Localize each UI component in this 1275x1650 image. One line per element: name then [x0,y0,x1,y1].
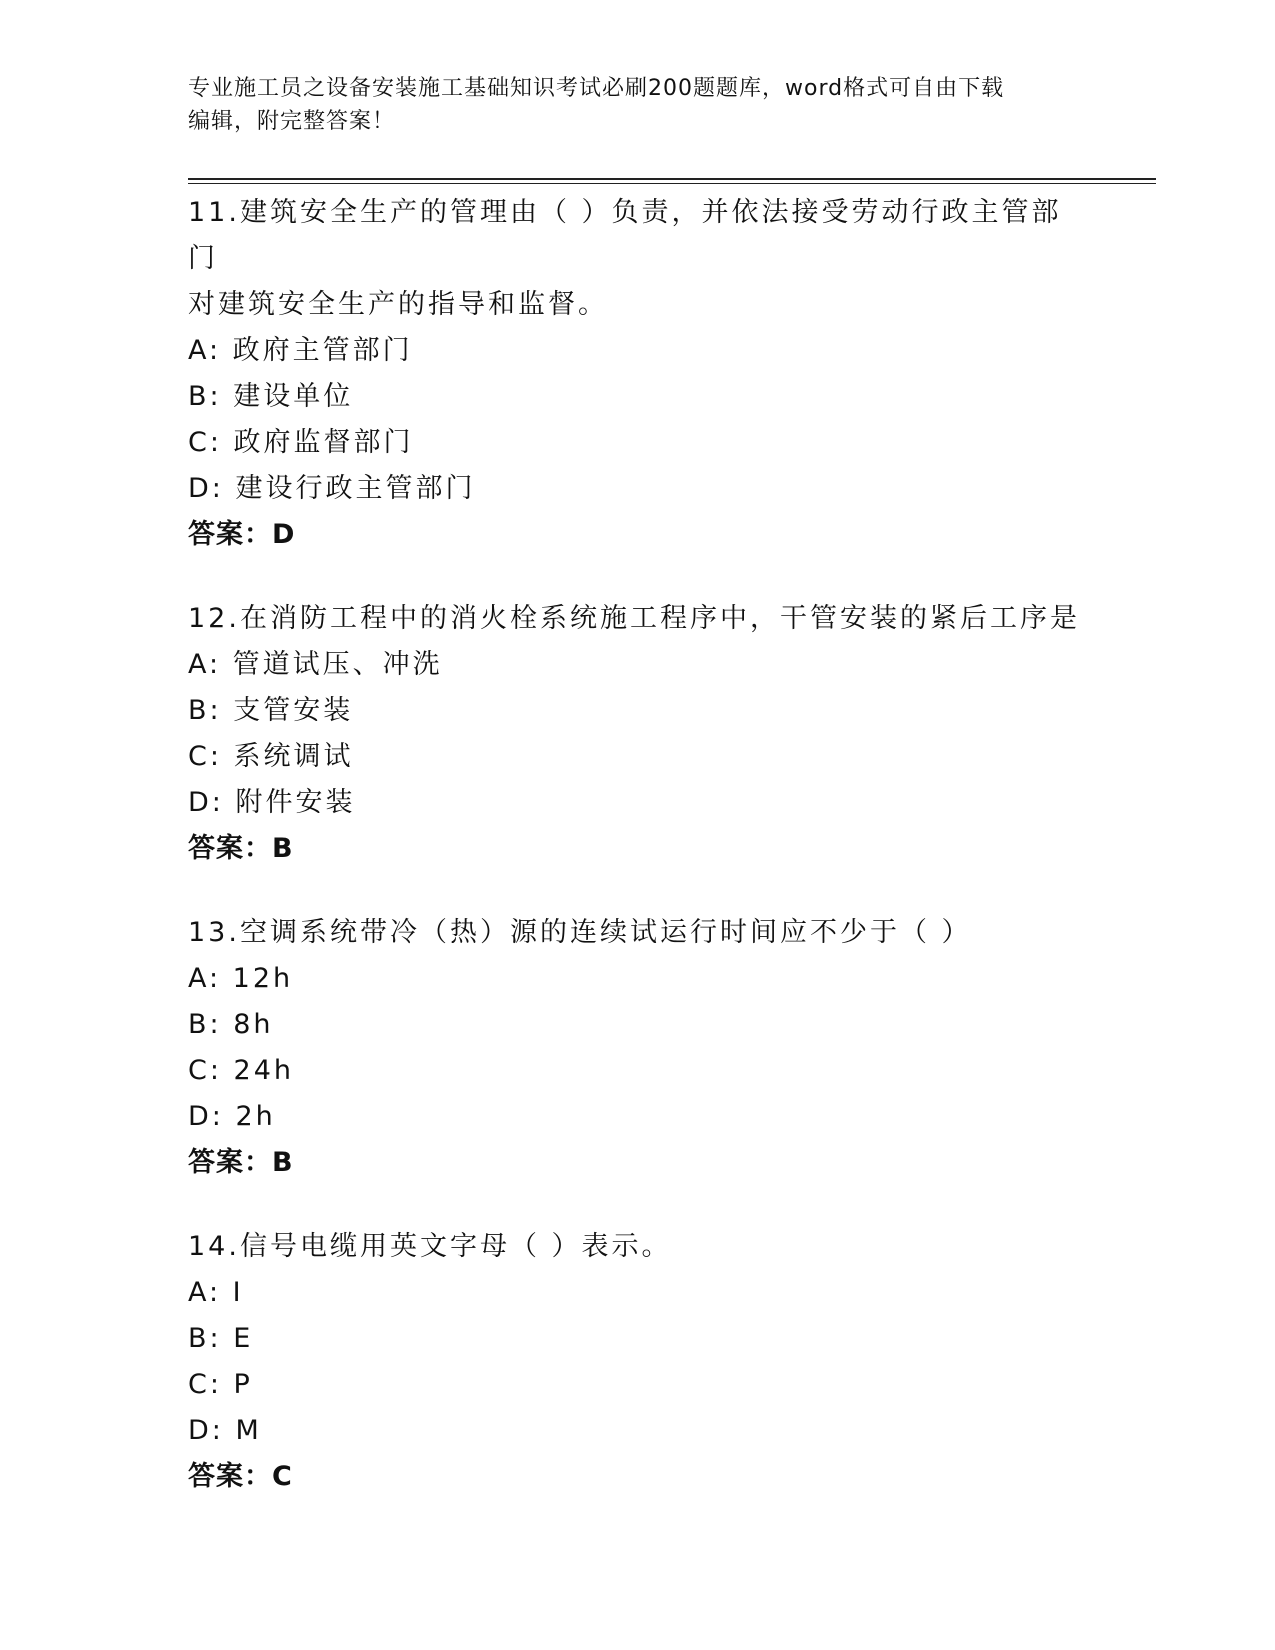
question-stem: 11.建筑安全生产的管理由（ ）负责，并依法接受劳动行政主管部门 [188,197,1062,274]
option-a: A: 管道试压、冲洗 [188,649,443,680]
question-13 [188,910,1088,1186]
option-c: C: P [188,1369,253,1400]
option-a: A: I [188,1277,244,1308]
header-line-1: 专业施工员之设备安装施工基础知识考试必刷200题题库，word格式可自由下载 [188,76,1005,101]
answer: 答案：B [188,833,294,864]
header-divider-thin [188,183,1156,184]
option-b: B: 8h [188,1009,274,1040]
option-d: D: 建设行政主管部门 [188,473,476,504]
question-stem: 12.在消防工程中的消火栓系统施工程序中，干管安装的紧后工序是 [188,603,1080,634]
question-stem: 14.信号电缆用英文字母（ ）表示。 [188,1231,672,1262]
answer: 答案：B [188,1147,294,1178]
question-stem-continued: 对建筑安全生产的指导和监督。 [188,289,608,320]
option-c: C: 24h [188,1055,295,1086]
option-a: A: 政府主管部门 [188,335,413,366]
header-divider-thick [188,178,1156,180]
header-line-2: 编辑，附完整答案！ [188,109,396,134]
answer: 答案：D [188,519,296,550]
question-14 [188,1224,1088,1500]
question-12 [188,596,1088,872]
question-11 [188,190,1088,558]
option-d: D: 2h [188,1101,276,1132]
answer: 答案：C [188,1461,293,1492]
option-d: D: 附件安装 [188,787,356,818]
option-d: D: M [188,1415,262,1446]
option-c: C: 系统调试 [188,741,354,772]
option-c: C: 政府监督部门 [188,427,414,458]
question-stem: 13.空调系统带冷（热）源的连续试运行时间应不少于（ ） [188,917,972,948]
option-b: B: 建设单位 [188,381,354,412]
option-b: B: E [188,1323,254,1354]
question-list [188,190,1088,1538]
option-a: A: 12h [188,963,294,994]
document-header [188,72,1088,138]
option-b: B: 支管安装 [188,695,354,726]
